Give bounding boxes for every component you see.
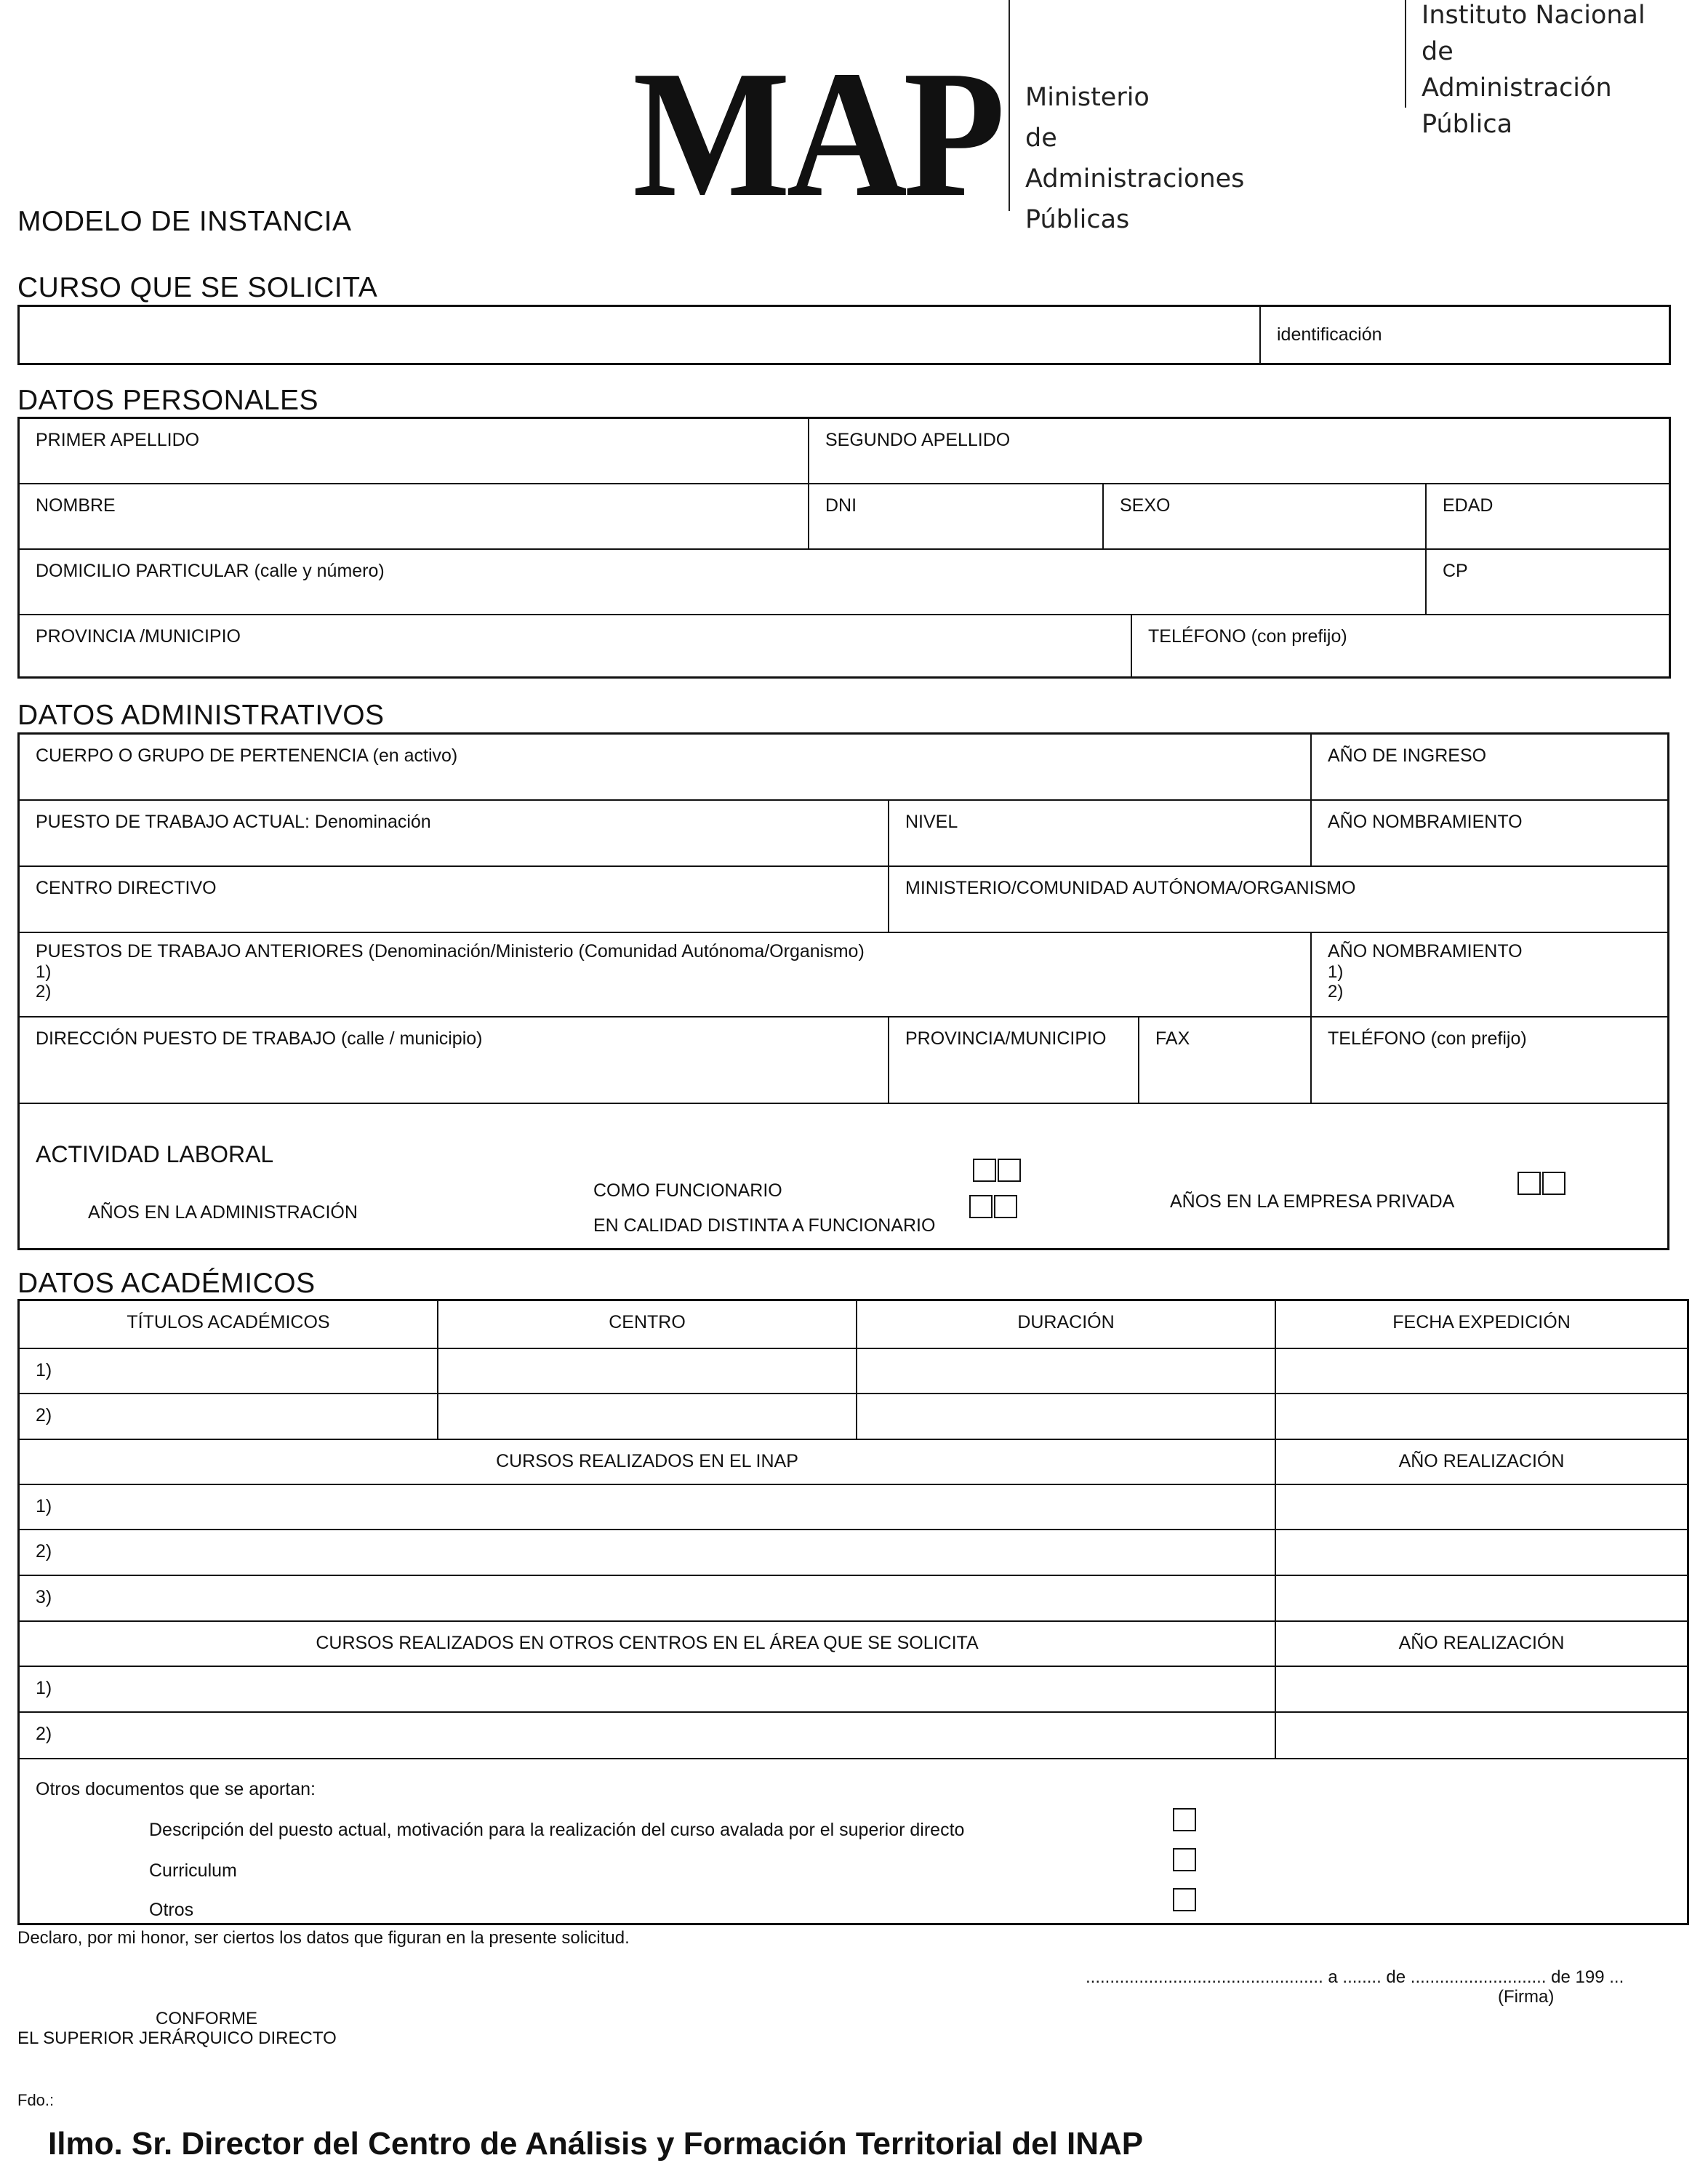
otros-documentos-block bbox=[20, 1759, 1687, 1923]
doc-descripcion-checkbox[interactable] bbox=[1173, 1808, 1196, 1831]
anio-realizacion-otros-header-label: AÑO REALIZACIÓN bbox=[1398, 1633, 1565, 1653]
puestos-anteriores-field[interactable] bbox=[20, 933, 1312, 1017]
anio-realizacion-header-label: AÑO REALIZACIÓN bbox=[1398, 1451, 1565, 1471]
sexo-field[interactable] bbox=[1104, 484, 1427, 550]
curso-otro-2-anio-field[interactable] bbox=[1276, 1713, 1687, 1759]
telefono-label: TELÉFONO (con prefijo) bbox=[1148, 626, 1347, 647]
telefono-trabajo-label: TELÉFONO (con prefijo) bbox=[1328, 1028, 1527, 1049]
doc-otros-checkbox[interactable] bbox=[1173, 1888, 1196, 1911]
nombre-field[interactable] bbox=[20, 484, 809, 550]
titulo-2-duracion-field[interactable] bbox=[857, 1394, 1276, 1440]
destinatario-title: Ilmo. Sr. Director del Centro de Análisis y Formación Territorial del INAP bbox=[48, 2126, 1144, 2162]
cuerpo-label: CUERPO O GRUPO DE PERTENENCIA (en activo) bbox=[36, 745, 458, 766]
telefono-field[interactable] bbox=[1132, 615, 1669, 676]
anio-nombramiento-item-2: 2) bbox=[1328, 982, 1344, 1001]
nombre-label: NOMBRE bbox=[36, 495, 116, 516]
sexo-label: SEXO bbox=[1120, 495, 1171, 516]
titulo-1-fecha-field[interactable] bbox=[1276, 1349, 1687, 1394]
cuerpo-field[interactable] bbox=[20, 735, 1312, 801]
direccion-field[interactable] bbox=[20, 1017, 889, 1104]
academicos-table bbox=[17, 1299, 1689, 1925]
como-funcionario-label: COMO FUNCIONARIO bbox=[593, 1180, 782, 1201]
cursos-inap-header-label: CURSOS REALIZADOS EN EL INAP bbox=[496, 1451, 798, 1471]
edad-label: EDAD bbox=[1443, 495, 1494, 516]
curso-field[interactable] bbox=[20, 307, 1261, 363]
logo-divider bbox=[1009, 0, 1010, 211]
superior-jerarquico-label: EL SUPERIOR JERÁRQUICO DIRECTO bbox=[17, 2028, 337, 2048]
primer-apellido-field[interactable] bbox=[20, 419, 809, 484]
nivel-label: NIVEL bbox=[905, 812, 958, 832]
curso-otro-2-field[interactable] bbox=[20, 1713, 1276, 1759]
provincia-municipio-field[interactable] bbox=[889, 1017, 1139, 1104]
curso-section-title: CURSO QUE SE SOLICITA bbox=[17, 272, 378, 303]
anio-nombramiento-anteriores-field[interactable] bbox=[1312, 933, 1667, 1017]
cp-field[interactable] bbox=[1427, 550, 1669, 615]
row-number: 2) bbox=[36, 1541, 52, 1562]
distinta-years-box-1[interactable] bbox=[969, 1195, 993, 1218]
curso-inap-3-field[interactable] bbox=[20, 1576, 1276, 1622]
identificacion-label: identificación bbox=[1277, 324, 1382, 345]
row-number: 1) bbox=[36, 1496, 52, 1516]
titulo-2-fecha-field[interactable] bbox=[1276, 1394, 1687, 1440]
personales-table bbox=[17, 417, 1671, 679]
declaracion-text: Declaro, por mi honor, ser ciertos los datos que figuran en la presente solicitud. bbox=[17, 1928, 630, 1948]
puestos-anteriores-item-2: 2) bbox=[36, 982, 52, 1001]
anio-nombramiento-field[interactable] bbox=[1312, 801, 1667, 867]
centro-header bbox=[438, 1301, 857, 1349]
domicilio-label: DOMICILIO PARTICULAR (calle y número) bbox=[36, 561, 385, 581]
primer-apellido-label: PRIMER APELLIDO bbox=[36, 430, 200, 450]
centro-directivo-field[interactable] bbox=[20, 867, 889, 933]
doc-curriculum-checkbox[interactable] bbox=[1173, 1848, 1196, 1871]
doc-descripcion-label: Descripción del puesto actual, motivación para la realización del curso avalada por el superior directo bbox=[149, 1820, 965, 1840]
form-title: MODELO DE INSTANCIA bbox=[17, 206, 352, 237]
direccion-label: DIRECCIÓN PUESTO DE TRABAJO (calle / municipio) bbox=[36, 1028, 483, 1049]
institute-line: Administración Pública bbox=[1422, 73, 1612, 139]
ministry-line: Ministerio bbox=[1025, 83, 1150, 112]
curso-inap-1-anio-field[interactable] bbox=[1276, 1485, 1687, 1530]
actividad-laboral-block bbox=[20, 1104, 1667, 1248]
fax-field[interactable] bbox=[1139, 1017, 1312, 1104]
titulos-header-label: TÍTULOS ACADÉMICOS bbox=[127, 1312, 330, 1332]
puestos-anteriores-item-1: 1) bbox=[36, 962, 52, 982]
duracion-header-label: DURACIÓN bbox=[1017, 1312, 1115, 1332]
otros-documentos-label: Otros documentos que se aportan: bbox=[36, 1779, 316, 1799]
curso-inap-3-anio-field[interactable] bbox=[1276, 1576, 1687, 1622]
ministerio-label: MINISTERIO/COMUNIDAD AUTÓNOMA/ORGANISMO bbox=[905, 878, 1356, 898]
edad-field[interactable] bbox=[1427, 484, 1669, 550]
curso-inap-2-anio-field[interactable] bbox=[1276, 1530, 1687, 1576]
nivel-field[interactable] bbox=[889, 801, 1312, 867]
provincia-field[interactable] bbox=[20, 615, 1132, 676]
institute-line: de bbox=[1422, 37, 1454, 66]
ministry-line: Administraciones bbox=[1025, 164, 1245, 193]
provincia-municipio-label: PROVINCIA/MUNICIPIO bbox=[905, 1028, 1107, 1049]
fecha-firma-line[interactable]: ................................................. a ........ de ............................ de 199 ... bbox=[1086, 1967, 1624, 1987]
row-number: 2) bbox=[36, 1405, 52, 1426]
ministerio-field[interactable] bbox=[889, 867, 1667, 933]
titulo-1-duracion-field[interactable] bbox=[857, 1349, 1276, 1394]
empresa-years-box-2[interactable] bbox=[1542, 1172, 1565, 1195]
identificacion-field[interactable] bbox=[1261, 307, 1669, 363]
distinta-years-box-2[interactable] bbox=[994, 1195, 1017, 1218]
anio-nombramiento-anteriores-label: AÑO NOMBRAMIENTO bbox=[1328, 941, 1523, 961]
anios-administracion-label: AÑOS EN LA ADMINISTRACIÓN bbox=[88, 1202, 358, 1223]
anio-nombramiento-label: AÑO NOMBRAMIENTO bbox=[1328, 812, 1523, 832]
distinta-funcionario-label: EN CALIDAD DISTINTA A FUNCIONARIO bbox=[593, 1215, 936, 1236]
duracion-header bbox=[857, 1301, 1276, 1349]
cursos-otros-header-label: CURSOS REALIZADOS EN OTROS CENTROS EN EL ÁREA QUE SE SOLICITA bbox=[316, 1633, 979, 1653]
cursos-inap-header bbox=[20, 1440, 1276, 1485]
fdo-label: Fdo.: bbox=[17, 2091, 55, 2109]
titulos-header bbox=[20, 1301, 438, 1349]
institute-name bbox=[1422, 0, 1708, 143]
titulo-2-field[interactable] bbox=[20, 1394, 438, 1440]
row-number: 2) bbox=[36, 1724, 52, 1744]
institute-line: Instituto Nacional bbox=[1422, 1, 1645, 30]
centro-directivo-label: CENTRO DIRECTIVO bbox=[36, 878, 217, 898]
doc-curriculum-label: Curriculum bbox=[149, 1860, 237, 1881]
actividad-laboral-title: ACTIVIDAD LABORAL bbox=[36, 1141, 274, 1167]
fecha-expedicion-header bbox=[1276, 1301, 1687, 1349]
administrativos-table bbox=[17, 732, 1669, 1250]
cp-label: CP bbox=[1443, 561, 1468, 581]
puestos-anteriores-label: PUESTOS DE TRABAJO ANTERIORES (Denominación/Ministerio (Comunidad Autónoma/Organismo) bbox=[36, 941, 865, 961]
ministry-line: de bbox=[1025, 124, 1057, 153]
anio-nombramiento-item-1: 1) bbox=[1328, 962, 1344, 982]
row-number: 1) bbox=[36, 1360, 52, 1380]
dni-label: DNI bbox=[825, 495, 857, 516]
anio-ingreso-label: AÑO DE INGRESO bbox=[1328, 745, 1487, 766]
segundo-apellido-field[interactable] bbox=[809, 419, 1669, 484]
doc-otros-label: Otros bbox=[149, 1900, 194, 1920]
fecha-expedicion-header-label: FECHA EXPEDICIÓN bbox=[1392, 1312, 1571, 1332]
curso-box bbox=[17, 305, 1671, 365]
cursos-otros-header bbox=[20, 1622, 1276, 1667]
curso-inap-2-field[interactable] bbox=[20, 1530, 1276, 1576]
personales-section-title: DATOS PERSONALES bbox=[17, 385, 319, 416]
ministry-line: Públicas bbox=[1025, 205, 1130, 234]
fax-label: FAX bbox=[1155, 1028, 1190, 1049]
titulo-2-centro-field[interactable] bbox=[438, 1394, 857, 1440]
titulo-1-field[interactable] bbox=[20, 1349, 438, 1394]
administrativos-section-title: DATOS ADMINISTRATIVOS bbox=[17, 700, 385, 731]
academicos-section-title: DATOS ACADÉMICOS bbox=[17, 1268, 316, 1299]
puesto-actual-field[interactable] bbox=[20, 801, 889, 867]
conforme-label: CONFORME bbox=[156, 2009, 257, 2028]
anio-realizacion-header bbox=[1276, 1440, 1687, 1485]
puesto-actual-label: PUESTO DE TRABAJO ACTUAL: Denominación bbox=[36, 812, 431, 832]
centro-header-label: CENTRO bbox=[609, 1312, 686, 1332]
dni-field[interactable] bbox=[809, 484, 1104, 550]
empresa-privada-label: AÑOS EN LA EMPRESA PRIVADA bbox=[1170, 1191, 1455, 1212]
domicilio-field[interactable] bbox=[20, 550, 1427, 615]
map-logo: MAP bbox=[633, 33, 1002, 235]
firma-label: (Firma) bbox=[1498, 1987, 1555, 2007]
ministry-name bbox=[1025, 77, 1244, 240]
curso-otro-1-field[interactable] bbox=[20, 1667, 1276, 1713]
curso-inap-1-field[interactable] bbox=[20, 1485, 1276, 1530]
anio-ingreso-field[interactable] bbox=[1312, 735, 1667, 801]
institute-divider bbox=[1405, 0, 1406, 108]
row-number: 1) bbox=[36, 1678, 52, 1698]
titulo-1-centro-field[interactable] bbox=[438, 1349, 857, 1394]
funcionario-years-box-1[interactable] bbox=[973, 1159, 996, 1182]
segundo-apellido-label: SEGUNDO APELLIDO bbox=[825, 430, 1011, 450]
curso-otro-1-anio-field[interactable] bbox=[1276, 1667, 1687, 1713]
provincia-label: PROVINCIA /MUNICIPIO bbox=[36, 626, 241, 647]
empresa-years-box-1[interactable] bbox=[1517, 1172, 1541, 1195]
funcionario-years-box-2[interactable] bbox=[998, 1159, 1021, 1182]
telefono-trabajo-field[interactable] bbox=[1312, 1017, 1667, 1104]
row-number: 3) bbox=[36, 1587, 52, 1607]
anio-realizacion-otros-header bbox=[1276, 1622, 1687, 1667]
